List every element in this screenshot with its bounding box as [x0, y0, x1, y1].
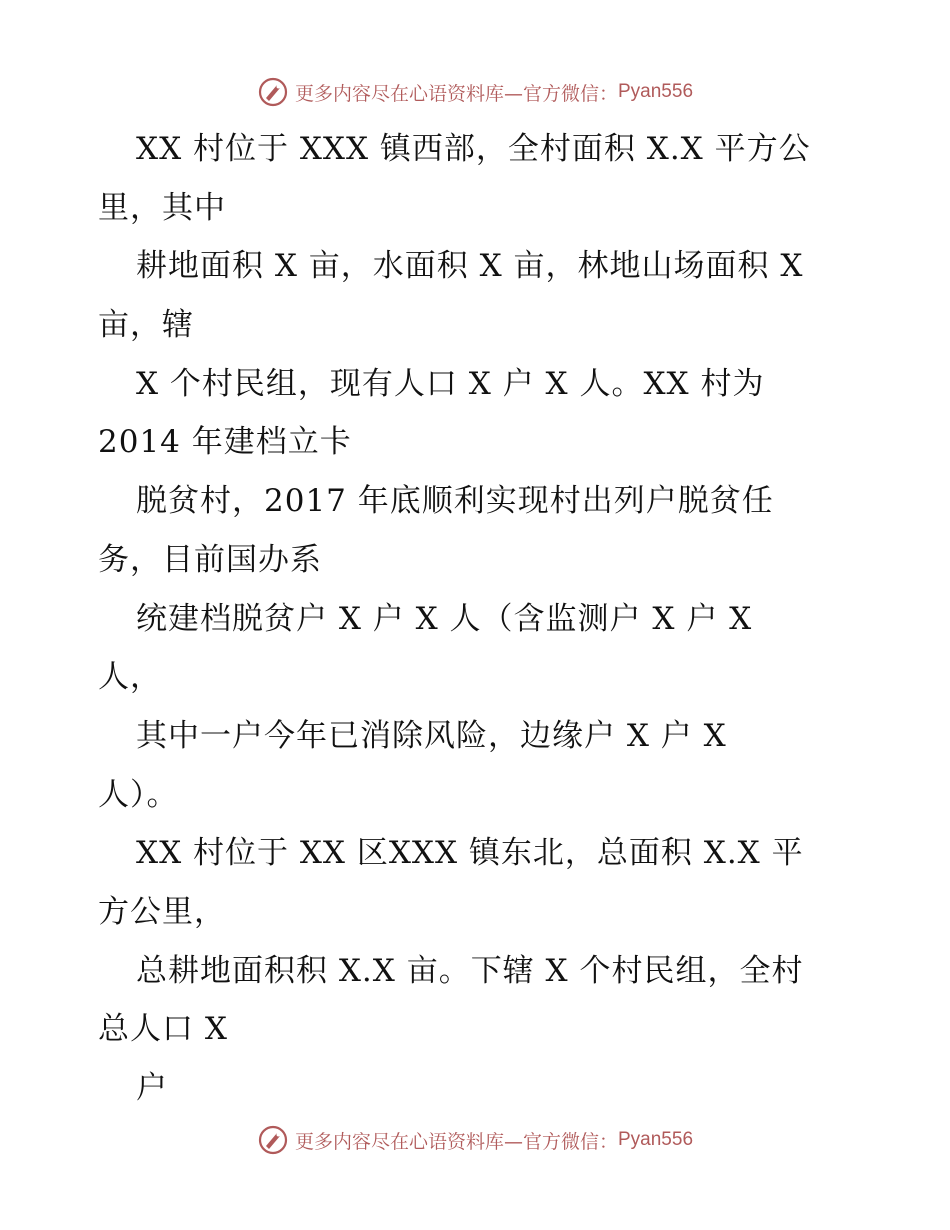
text-line-15: 总耕地面积积 X.X 亩。下辖 X 个村民组，全村	[136, 952, 804, 989]
text-line-1: XX 村位于 XXX 镇西部，全村面积 X.X 平方公	[136, 131, 811, 167]
text-line-17: 户	[136, 1070, 168, 1106]
text-line-6: 2014 年建档立卡	[98, 424, 352, 461]
watermark-text: 更多内容尽在心语资料库—官方微信：	[294, 1130, 618, 1153]
watermark-wechat-id: Pyan556	[618, 81, 694, 102]
text-line-4: 亩，辖	[98, 307, 194, 344]
pen-logo-icon	[257, 1124, 289, 1156]
text-line-16: 总人口 X	[98, 1011, 228, 1048]
text-line-12: 人）。	[98, 776, 179, 813]
text-line-10: 人，	[98, 659, 162, 696]
text-line-2: 里，其中	[98, 189, 226, 226]
watermark-text: 更多内容尽在心语资料库—官方微信：	[294, 82, 618, 105]
document-body	[98, 120, 878, 1118]
text-line-3: 耕地面积 X 亩，水面积 X 亩，林地山场面积 X	[136, 248, 804, 285]
text-line-5: X 个村民组，现有人口 X 户 X 人。XX 村为	[136, 365, 765, 402]
watermark-wechat-id: Pyan556	[618, 1129, 694, 1150]
text-line-14: 方公里，	[98, 893, 226, 930]
text-line-7: 脱贫村，2017 年底顺利实现村出列户脱贫任	[136, 483, 774, 520]
footer-watermark	[0, 1120, 950, 1160]
text-line-13: XX 村位于 XX 区XXX 镇东北，总面积 X.X 平	[136, 835, 804, 872]
text-line-9: 统建档脱贫户 X 户 X 人（含监测户 X 户 X	[136, 600, 753, 637]
text-line-11: 其中一户今年已消除风险，边缘户 X 户 X	[136, 717, 727, 754]
text-line-8: 务，目前国办系	[98, 541, 322, 578]
header-watermark	[0, 72, 950, 112]
pen-logo-icon	[257, 76, 289, 108]
